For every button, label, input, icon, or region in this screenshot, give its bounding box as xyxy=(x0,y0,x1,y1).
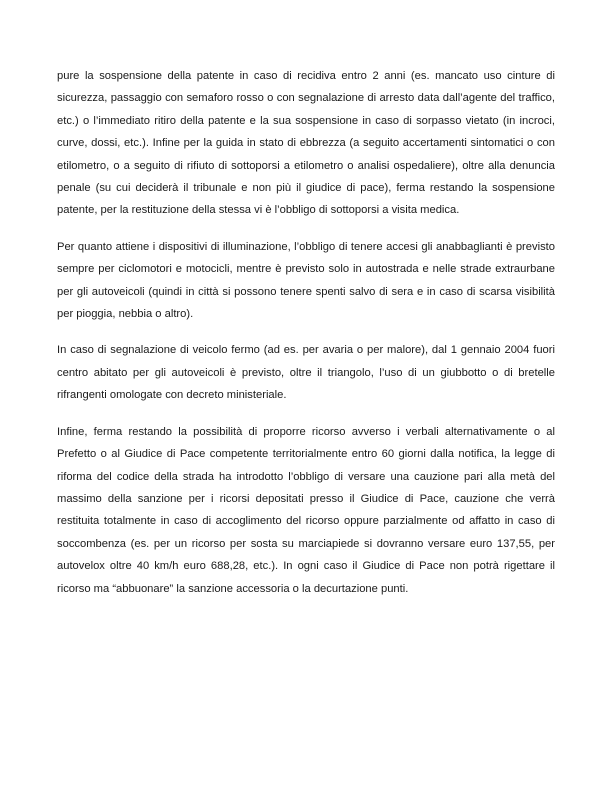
paragraph-appeal-deposit: Infine, ferma restando la possibilità di proporre ricorso avverso i verbali alternativamente o al Prefetto o al Giudice di Pace competente territorialmente entro 60 giorni dalla notifica, la legge di riforma del codice della strada ha introdotto l’obbligo di versare una cauzione pari alla metà del massimo della sanzione per i ricorsi depositati presso il Giudice di Pace, cauzione che verrà restituita totalmente in caso di accoglimento del ricorso oppure parzialmente od affatto in caso di soccombenza (es. per un ricorso per sosta su marciapiede si dovranno versare euro 137,55, per autovelox oltre 40 km/h euro 688,28, etc.). In ogni caso il Giudice di Pace non potrà rigettare il ricorso ma “abbuonare” la sanzione accessoria o la decurtazione punti. xyxy=(57,425,555,595)
paragraph-license-suspension: pure la sospensione della patente in caso di recidiva entro 2 anni (es. mancato uso cinture di sicurezza, passaggio con semaforo rosso o con segnalazione di arresto data dall’agente del traffico, etc.) o l’immediato ritiro della patente e la sua sospensione in caso di sorpasso vietato (in incroci, curve, dossi, etc.). Infine per la guida in stato di ebbrezza (a seguito accertamenti sintomatici o con etilometro, o a seguito di rifiuto di sottoporsi a etilometro o analisi ospedaliere), oltre alla denuncia penale (su cui deciderà il tribunale e non più il giudice di pace), ferma restando la sospensione patente, per la restituzione della stessa vi è l’obbligo di sottoporsi a visita medica. xyxy=(57,70,555,217)
paragraph-lighting-devices: Per quanto attiene i dispositivi di illuminazione, l’obbligo di tenere accesi gli anabbaglianti è previsto sempre per ciclomotori e motocicli, mentre è previsto solo in autostrada e nelle strade extraurbane per gli autoveicoli (quindi in città si possono tenere spenti salvo di sera e in caso di scarsa visibilità per pioggia, nebbia o altro). xyxy=(57,240,555,321)
paragraph-stopped-vehicle: In caso di segnalazione di veicolo fermo (ad es. per avaria o per malore), dal 1 gennaio 2004 fuori centro abitato per gli autoveicoli è previsto, oltre il triangolo, l’uso di un giubbotto o di bretelle rifrangenti omologate con decreto ministeriale. xyxy=(57,344,555,402)
document-body xyxy=(57,65,555,614)
